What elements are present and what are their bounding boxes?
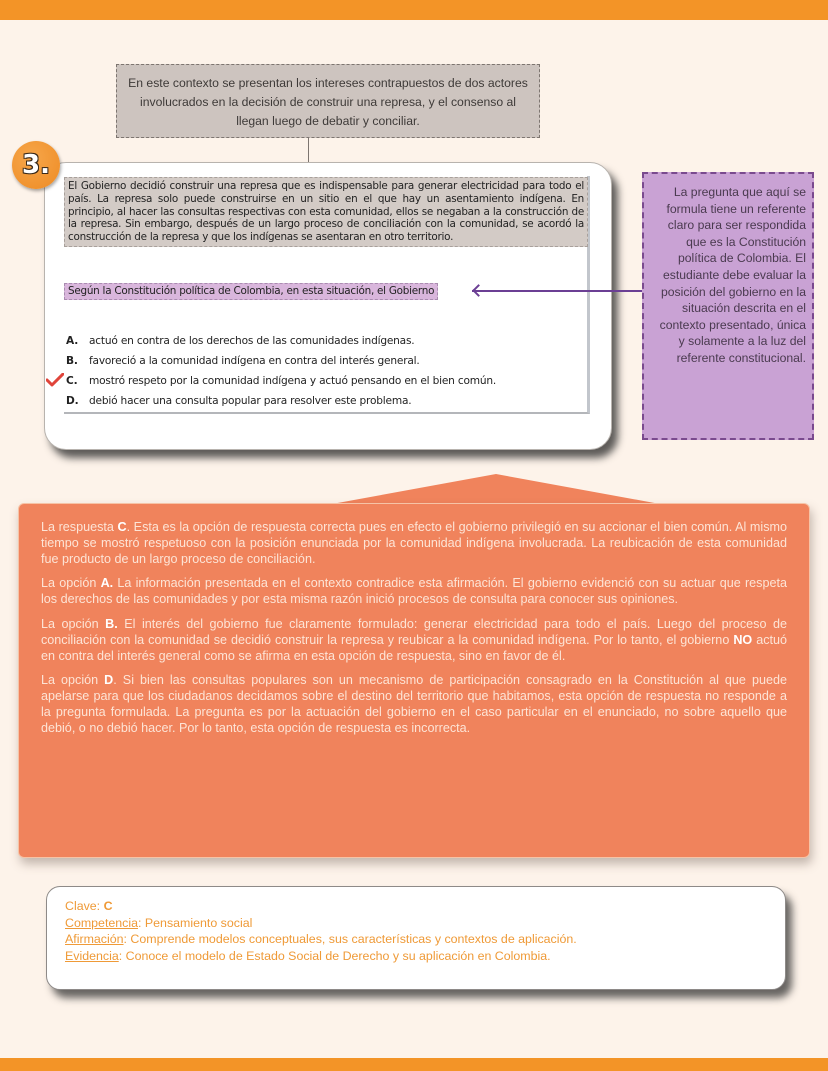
- check-icon: [46, 373, 64, 387]
- afirmacion-label: Afirmación: [65, 932, 124, 947]
- referent-annotation: [642, 172, 814, 440]
- question-prompt: [64, 283, 438, 300]
- answer-option-a[interactable]: [66, 331, 586, 351]
- explanation-pointer-tab: [332, 474, 660, 504]
- explanation-text: . Si bien las consultas populares son un mecanismo de participación consagrado en la Constitución al que puede apelarse para que los ciudadanos decidamos sobre el destino del territorio que habitamos, esta opción de respuesta no responde a la pregunta formulada. La pregunta es por la actuación del gobierno en el caso particular en el enunciado, no sobre aquello que debió, o no debió hacer. Por lo tanto, esta opción de respuesta es incorrecta.: [41, 673, 787, 735]
- evidencia-label: Evidencia: [65, 948, 119, 963]
- explanation-paragraph-d: [41, 673, 787, 736]
- bottom-brand-bar: [0, 1058, 828, 1071]
- explanation-box: [18, 503, 810, 858]
- option-text: debió hacer una consulta popular para resolver este problema.: [89, 395, 412, 407]
- answer-option-b[interactable]: [66, 351, 586, 371]
- evidencia-value: : Conoce el modelo de Estado Social de Derecho y su aplicación en Colombia.: [118, 948, 551, 963]
- question-stem: [64, 177, 588, 247]
- explanation-prefix: La opción: [41, 616, 106, 631]
- option-letter: B.: [66, 355, 78, 367]
- context-annotation: [116, 64, 540, 138]
- answer-options: [66, 331, 586, 411]
- top-brand-bar: [0, 0, 828, 20]
- answer-key-card: [46, 886, 786, 990]
- explanation-paragraph-a: [41, 576, 787, 608]
- explanation-paragraph-b: [41, 617, 787, 664]
- question-number-badge: 3.: [12, 141, 60, 189]
- option-letter: A.: [66, 335, 79, 347]
- explanation-key: A.: [100, 576, 114, 591]
- option-text: mostró respeto por la comunidad indígena y actuó pensando en el bien común.: [89, 375, 497, 387]
- explanation-key: B.: [105, 616, 118, 631]
- explanation-paragraph-c: [41, 520, 787, 567]
- prompt-connector-line: [472, 290, 642, 292]
- option-text: actuó en contra de los derechos de las comunidades indígenas.: [89, 335, 415, 347]
- explanation-text: El interés del gobierno fue claramente formulado: generar electricidad para todo el país. Luego del proceso de conciliación con la comunidad se decidió construir la represa y reubicar a la comunidad indígena. Por lo tanto, el gobierno: [41, 616, 787, 647]
- competencia-label: Competencia: [65, 915, 139, 930]
- explanation-key: C: [117, 520, 127, 534]
- option-letter: D.: [66, 395, 79, 407]
- clave-label: Clave:: [65, 899, 104, 913]
- clave-value: C: [103, 899, 113, 913]
- explanation-prefix: La opción: [41, 673, 105, 688]
- competencia-value: : Pensamiento social: [138, 915, 253, 930]
- answer-option-d[interactable]: [66, 391, 586, 411]
- explanation-key: D: [104, 673, 114, 688]
- evidencia-row: [65, 948, 785, 965]
- explanation-emphasis: NO: [733, 632, 753, 647]
- clave-row: [65, 898, 785, 915]
- referent-annotation-text: La pregunta que aquí se formula tiene un referente claro para ser respondida que es la Constitución política de Colombia. El estudiante debe evaluar la posición del gobierno en la situación descrita en el contexto presentado, única y solamente a la luz del referente constitucional.: [659, 185, 806, 365]
- explanation-text: actuó en contra del interés general como se afirma en esta opción de respuesta, sino en favor de él.: [41, 632, 787, 663]
- afirmacion-row: [65, 931, 785, 948]
- context-annotation-text: En este contexto se presentan los intereses contrapuestos de dos actores involucrados en la decisión de construir una represa, y el consenso al llegan luego de debatir y conciliar.: [128, 76, 528, 128]
- question-stem-text: El Gobierno decidió construir una represa que es indispensable para generar electricidad para todo el país. La represa solo puede construirse en un sitio en el que hay un asentamiento indígena. En principio, al hacer las consultas respectivas con esta comunidad, ellos se negaban a la construcción de la represa. Sin embargo, después de un largo proceso de conciliación con la comunidad, se acordó la construcción de la represa y que los indígenas se asentaran en otro territorio.: [68, 180, 584, 244]
- option-letter: C.: [66, 375, 78, 387]
- afirmacion-value: : Comprende modelos conceptuales, sus características y contextos de aplicación.: [123, 932, 577, 947]
- explanation-text: . Esta es la opción de respuesta correcta pues en efecto el gobierno privilegió en su accionar el bien común. Al mismo tiempo se mostró respetuoso con la posición enunciada por la comunidad indígena involucrada. La reubicación de esta comunidad fue producto de un largo proceso de conciliación.: [41, 520, 787, 566]
- option-text: favoreció a la comunidad indígena en contra del interés general.: [89, 355, 420, 367]
- question-prompt-text: Según la Constitución política de Colombia, en esta situación, el Gobierno: [68, 285, 435, 297]
- competencia-row: [65, 915, 785, 932]
- explanation-prefix: La respuesta: [41, 520, 118, 534]
- answer-option-c[interactable]: [66, 371, 586, 391]
- explanation-text: La información presentada en el contexto contradice esta afirmación. El gobierno evidenció con su actuar que respeta los derechos de las comunidades y por esta misma razón inició procesos de consulta para conocer sus opiniones.: [41, 576, 787, 607]
- explanation-prefix: La opción: [41, 576, 101, 591]
